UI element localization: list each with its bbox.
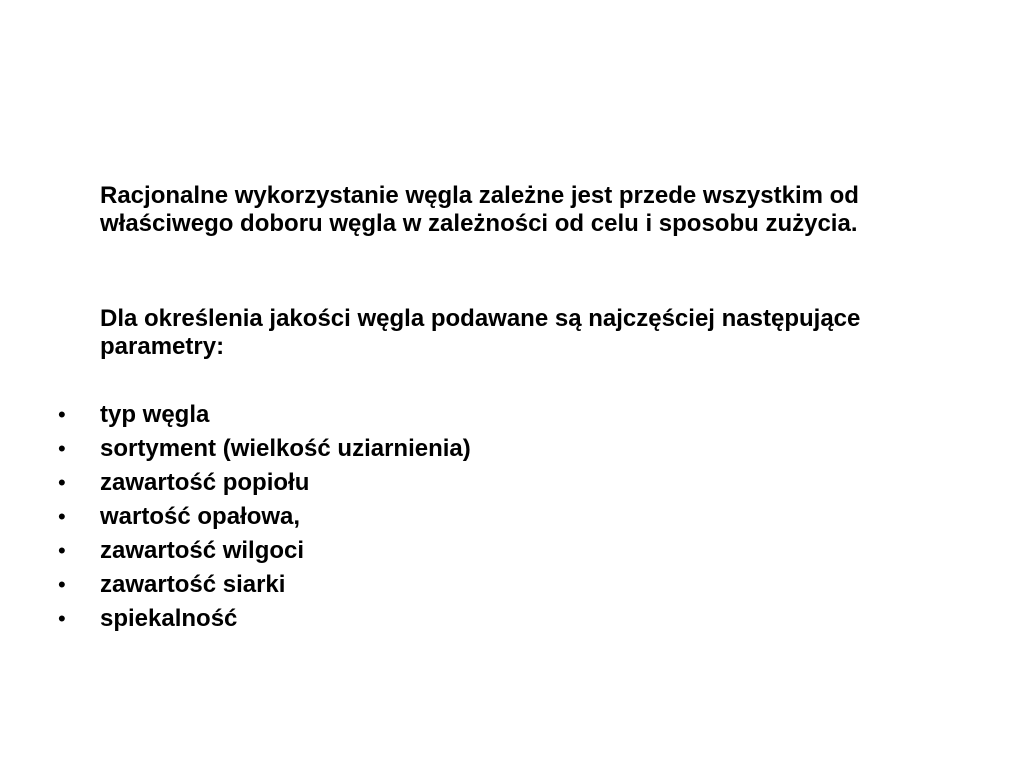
- list-item: [0, 570, 1024, 604]
- list-item-label: wartość opałowa,: [100, 503, 301, 530]
- bullet-icon: •: [58, 504, 66, 529]
- list-item: [0, 604, 1024, 638]
- list-item-label: typ węgla: [100, 401, 210, 428]
- bullet-icon: •: [58, 606, 66, 631]
- list-item: [0, 400, 1024, 434]
- parameters-intro-paragraph: Dla określenia jakości węgla podawane są najczęściej następujące parametry:: [100, 305, 861, 360]
- parameters-list: [0, 400, 1024, 638]
- list-item: [0, 502, 1024, 536]
- list-item: [0, 468, 1024, 502]
- list-item-label: zawartość popiołu: [100, 469, 310, 496]
- bullet-icon: •: [58, 436, 66, 461]
- intro-paragraph: Racjonalne wykorzystanie węgla zależne jest przede wszystkim od właściwego doboru węgla w zależności od celu i sposobu zużycia.: [100, 182, 859, 237]
- bullet-icon: •: [58, 538, 66, 563]
- bullet-icon: •: [58, 572, 66, 597]
- list-item: [0, 434, 1024, 468]
- bullet-icon: •: [58, 402, 66, 427]
- list-item-label: sortyment (wielkość uziarnienia): [100, 435, 471, 462]
- bullet-icon: •: [58, 470, 66, 495]
- list-item-label: zawartość wilgoci: [100, 537, 305, 564]
- list-item: [0, 536, 1024, 570]
- list-item-label: zawartość siarki: [100, 571, 286, 598]
- list-item-label: spiekalność: [100, 605, 238, 632]
